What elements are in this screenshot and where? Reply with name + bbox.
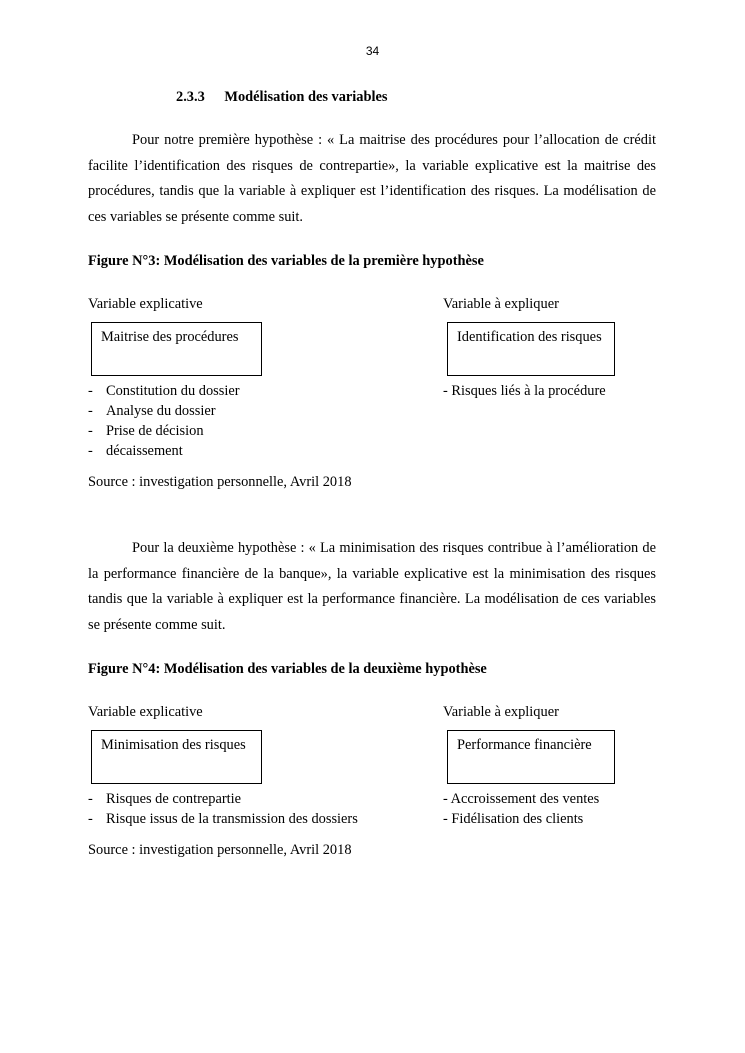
figure4-source: Source : investigation personnelle, Avril 2018 [88,842,352,858]
list-item: - Accroissement des ventes [443,791,600,807]
figure4-caption: Figure N°4: Modélisation des variables de la deuxième hypothèse [88,661,487,677]
figure3-dependent-box-text: Identification des risques [457,329,602,345]
figure3-dependent-box [447,322,615,376]
figure4-explanatory-list [88,789,358,829]
figure4-dependent-box-text: Performance financière [457,737,592,753]
paragraph-second-text: Pour la deuxième hypothèse : « La minimisation des risques contribue à l’amélioration de la performance financière de la banque», la variable explicative est la minimisation des risques tandis que la variable à expliquer est la performance financière. La modélisation de ces variables se présente comme suit. [88,540,656,633]
section-title: Modélisation des variables [224,89,388,105]
list-item: - Analyse du dossier [88,403,216,419]
list-item: - décaissement [88,443,183,459]
list-item: - Prise de décision [88,423,204,439]
figure3-source: Source : investigation personnelle, Avril 2018 [88,474,352,490]
figure4-left-label: Variable explicative [88,704,203,720]
paragraph-second-hypothesis [88,536,656,638]
figure3-caption: Figure N°3: Modélisation des variables de la première hypothèse [88,253,484,269]
figure4-dependent-box [447,730,615,784]
figure3-right-label: Variable à expliquer [443,296,559,312]
page-number: 34 [365,44,380,58]
list-item: - Risques de contrepartie [88,791,242,807]
figure4-right-label: Variable à expliquer [443,704,559,720]
paragraph-first-text: Pour notre première hypothèse : « La maitrise des procédures pour l’allocation de crédit facilite l’identification des risques de contrepartie», la variable explicative est la maitrise des procédures, tandis que la variable à expliquer est l’identification des risques. La modélisation de ces variables se présente comme suit. [88,132,656,225]
paragraph-first-hypothesis [88,128,656,230]
figure4-dependent-list [443,789,599,829]
figure3-explanatory-list [88,381,240,461]
section-number: 2.3.3 [176,89,205,105]
figure3-explanatory-box [91,322,262,376]
figure3-left-label: Variable explicative [88,296,203,312]
figure4-explanatory-box [91,730,262,784]
list-item: - Fidélisation des clients [443,811,584,827]
list-item: - Risque issus de la transmission des dossiers [88,811,358,827]
list-item: - Risques liés à la procédure [443,383,606,399]
figure3-dependent-list [443,381,606,401]
list-item: - Constitution du dossier [88,383,240,399]
section-heading [176,89,388,106]
figure4-explanatory-box-text: Minimisation des risques [101,737,246,753]
figure3-explanatory-box-text: Maitrise des procédures [101,329,239,345]
